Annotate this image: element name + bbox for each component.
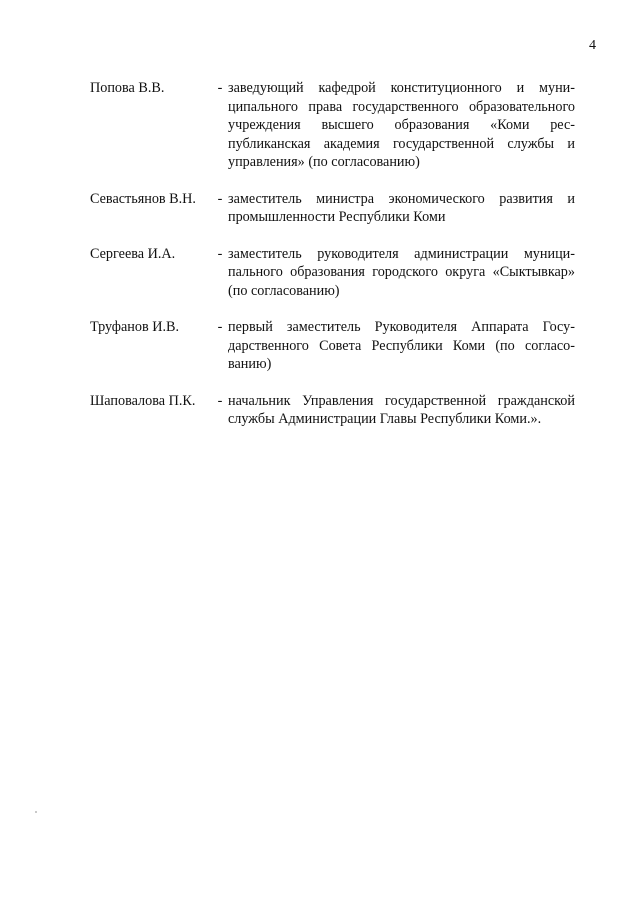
margin-dot-mark: [35, 811, 37, 813]
list-item-shapovalova: [90, 392, 576, 429]
member-name: Сергеева И.А.: [90, 245, 176, 262]
dash-separator: -: [217, 245, 223, 262]
member-name: Шаповалова П.К.: [90, 392, 196, 409]
list-item-popova: [90, 79, 576, 172]
dash-separator: -: [217, 392, 223, 409]
members-list: [90, 79, 576, 447]
member-position: заведующий кафедрой конституционного и муниципального права государственного образовательного учреждения высшего образования «Коми республиканская академия государственной службы и управления» (по согласованию): [228, 80, 575, 170]
dash-separator: -: [217, 190, 223, 207]
member-position: начальник Управления государственной гражданской службы Администрации Главы Республики Коми.».: [228, 392, 575, 427]
dash-separator: -: [217, 319, 223, 335]
member-name: Попова В.В.: [90, 80, 165, 96]
dash-separator: -: [217, 80, 223, 96]
member-position: заместитель руководителя администрации муниципального образования городского округа «Сыктывкар» (по согласованию): [228, 245, 575, 299]
member-name: Труфанов И.В.: [90, 319, 179, 335]
member-name: Севастьянов В.Н.: [90, 190, 196, 207]
member-position: заместитель министра экономического развития и промышленности Республики Коми: [228, 190, 575, 225]
member-position: первый заместитель Руководителя Аппарата Государственного Совета Республики Коми (по согласованию): [228, 319, 575, 372]
list-item-trufanov: [90, 318, 576, 374]
list-item-sergeeva: [90, 245, 576, 301]
page-number: 4: [589, 38, 596, 53]
list-item-sevastyanov: [90, 190, 576, 227]
